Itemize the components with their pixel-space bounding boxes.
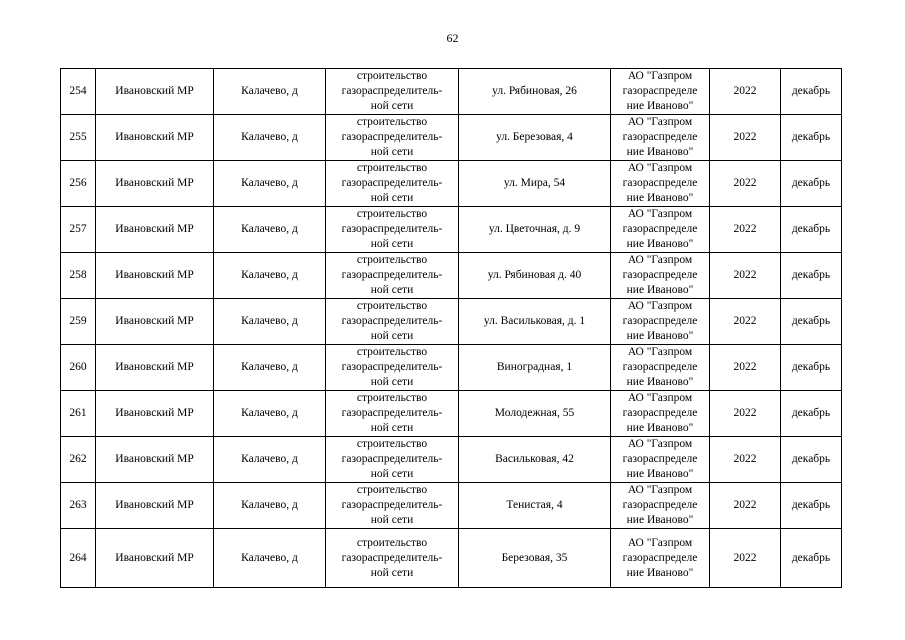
month-cell: декабрь: [781, 483, 842, 529]
work-type-line: ной сети: [370, 422, 414, 434]
work-type-line: строительство: [356, 392, 428, 404]
year-cell: 2022: [710, 253, 781, 299]
organization-line: ние Иваново": [626, 468, 694, 480]
work-type-line: ной сети: [370, 514, 414, 526]
organization-cell: [611, 69, 710, 115]
organization-line: газораспределе: [622, 453, 698, 465]
organization-cell: [611, 161, 710, 207]
organization-cell: [611, 391, 710, 437]
work-type-line: ной сети: [370, 100, 414, 112]
work-type-line: газораспределитель-: [341, 269, 443, 281]
table-row: [61, 483, 842, 529]
organization-line: ние Иваново": [626, 422, 694, 434]
organization-line: АО "Газпром: [627, 536, 693, 549]
organization-line: ние Иваново": [626, 514, 694, 526]
organization-cell: [611, 299, 710, 345]
work-type-line: строительство: [356, 116, 428, 128]
settlement-cell: Калачево, д: [214, 529, 326, 588]
organization-cell: [611, 345, 710, 391]
month-cell: декабрь: [781, 115, 842, 161]
work-type-cell: [326, 161, 459, 207]
address-cell: Виноградная, 1: [459, 345, 611, 391]
table-row: [61, 115, 842, 161]
page-number: 62: [446, 31, 459, 45]
organization-line: АО "Газпром: [627, 70, 693, 82]
address-cell: Васильковая, 42: [459, 437, 611, 483]
row-number-cell: 261: [61, 391, 96, 437]
year-cell: 2022: [710, 437, 781, 483]
organization-line: АО "Газпром: [627, 208, 693, 220]
organization-line: газораспределе: [622, 177, 698, 189]
table-row: [61, 207, 842, 253]
organization-line: ние Иваново": [626, 330, 694, 342]
month-cell: декабрь: [781, 207, 842, 253]
settlement-cell: Калачево, д: [214, 391, 326, 437]
address-cell: ул. Березовая, 4: [459, 115, 611, 161]
organization-line: ние Иваново": [626, 566, 694, 579]
year-cell: 2022: [710, 483, 781, 529]
organization-line: АО "Газпром: [627, 392, 693, 404]
table-row: [61, 253, 842, 299]
organization-line: АО "Газпром: [627, 254, 693, 266]
year-cell: 2022: [710, 299, 781, 345]
organization-cell: [611, 207, 710, 253]
row-number-cell: 256: [61, 161, 96, 207]
row-number-cell: 260: [61, 345, 96, 391]
organization-line: газораспределе: [622, 85, 698, 97]
district-cell: Ивановский МР: [96, 437, 214, 483]
settlement-cell: Калачево, д: [214, 69, 326, 115]
work-type-line: ной сети: [370, 376, 414, 388]
address-cell: Тенистая, 4: [459, 483, 611, 529]
month-cell: декабрь: [781, 253, 842, 299]
work-type-cell: [326, 207, 459, 253]
work-type-line: строительство: [356, 70, 428, 82]
address-cell: Молодежная, 55: [459, 391, 611, 437]
month-cell: декабрь: [781, 161, 842, 207]
work-type-line: ной сети: [370, 146, 414, 158]
work-type-line: ной сети: [370, 566, 414, 579]
district-cell: Ивановский МР: [96, 115, 214, 161]
work-type-cell: [326, 345, 459, 391]
settlement-cell: Калачево, д: [214, 207, 326, 253]
district-cell: Ивановский МР: [96, 345, 214, 391]
table-row: [61, 161, 842, 207]
work-type-line: газораспределитель-: [341, 223, 443, 235]
organization-line: ние Иваново": [626, 100, 694, 112]
work-type-line: газораспределитель-: [341, 85, 443, 97]
work-type-line: газораспределитель-: [341, 131, 443, 143]
organization-cell: [611, 483, 710, 529]
work-type-line: газораспределитель-: [341, 315, 443, 327]
district-cell: Ивановский МР: [96, 391, 214, 437]
work-type-line: строительство: [356, 484, 428, 496]
organization-line: газораспределе: [622, 269, 698, 281]
organization-line: ние Иваново": [626, 192, 694, 204]
organization-line: ние Иваново": [626, 238, 694, 250]
work-type-line: газораспределитель-: [341, 177, 443, 189]
district-cell: Ивановский МР: [96, 207, 214, 253]
address-cell: ул. Васильковая, д. 1: [459, 299, 611, 345]
year-cell: 2022: [710, 207, 781, 253]
district-cell: Ивановский МР: [96, 69, 214, 115]
work-type-line: ной сети: [370, 468, 414, 480]
organization-cell: [611, 253, 710, 299]
work-type-line: строительство: [356, 536, 428, 549]
settlement-cell: Калачево, д: [214, 115, 326, 161]
organization-line: АО "Газпром: [627, 438, 693, 450]
gasification-table: [60, 68, 842, 588]
organization-cell: [611, 115, 710, 161]
district-cell: Ивановский МР: [96, 253, 214, 299]
month-cell: декабрь: [781, 437, 842, 483]
work-type-line: строительство: [356, 208, 428, 220]
work-type-line: строительство: [356, 438, 428, 450]
district-cell: Ивановский МР: [96, 483, 214, 529]
settlement-cell: Калачево, д: [214, 299, 326, 345]
year-cell: 2022: [710, 391, 781, 437]
row-number-cell: 257: [61, 207, 96, 253]
district-cell: Ивановский МР: [96, 161, 214, 207]
work-type-line: ной сети: [370, 192, 414, 204]
work-type-line: ной сети: [370, 284, 414, 296]
organization-line: газораспределе: [622, 361, 698, 373]
organization-line: АО "Газпром: [627, 346, 693, 358]
organization-line: АО "Газпром: [627, 162, 693, 174]
work-type-line: газораспределитель-: [341, 453, 443, 465]
row-number-cell: 262: [61, 437, 96, 483]
work-type-cell: [326, 115, 459, 161]
organization-line: ние Иваново": [626, 376, 694, 388]
address-cell: ул. Рябиновая, 26: [459, 69, 611, 115]
organization-cell: [611, 529, 710, 588]
row-number-cell: 255: [61, 115, 96, 161]
organization-line: газораспределе: [622, 407, 698, 419]
work-type-line: газораспределитель-: [341, 407, 443, 419]
work-type-line: строительство: [356, 162, 428, 174]
row-number-cell: 259: [61, 299, 96, 345]
year-cell: 2022: [710, 161, 781, 207]
year-cell: 2022: [710, 69, 781, 115]
district-cell: Ивановский МР: [96, 299, 214, 345]
row-number-cell: 258: [61, 253, 96, 299]
work-type-line: газораспределитель-: [341, 361, 443, 373]
work-type-line: строительство: [356, 300, 428, 312]
organization-line: газораспределе: [622, 499, 698, 511]
year-cell: 2022: [710, 345, 781, 391]
address-cell: ул. Мира, 54: [459, 161, 611, 207]
month-cell: декабрь: [781, 69, 842, 115]
work-type-cell: [326, 437, 459, 483]
work-type-cell: [326, 299, 459, 345]
address-cell: ул. Рябиновая д. 40: [459, 253, 611, 299]
row-number-cell: 264: [61, 529, 96, 588]
organization-line: АО "Газпром: [627, 116, 693, 128]
year-cell: 2022: [710, 115, 781, 161]
row-number-cell: 263: [61, 483, 96, 529]
work-type-line: ной сети: [370, 238, 414, 250]
settlement-cell: Калачево, д: [214, 437, 326, 483]
table-body: [61, 69, 842, 588]
table-row: [61, 529, 842, 588]
settlement-cell: Калачево, д: [214, 161, 326, 207]
work-type-cell: [326, 69, 459, 115]
district-cell: Ивановский МР: [96, 529, 214, 588]
work-type-cell: [326, 253, 459, 299]
organization-line: ние Иваново": [626, 284, 694, 296]
table-row: [61, 391, 842, 437]
month-cell: декабрь: [781, 529, 842, 588]
settlement-cell: Калачево, д: [214, 345, 326, 391]
row-number-cell: 254: [61, 69, 96, 115]
table-row: [61, 437, 842, 483]
table-row: [61, 69, 842, 115]
work-type-cell: [326, 391, 459, 437]
month-cell: декабрь: [781, 391, 842, 437]
organization-cell: [611, 437, 710, 483]
settlement-cell: Калачево, д: [214, 253, 326, 299]
organization-line: ние Иваново": [626, 146, 694, 158]
work-type-line: газораспределитель-: [341, 551, 443, 564]
work-type-line: строительство: [356, 254, 428, 266]
month-cell: декабрь: [781, 299, 842, 345]
work-type-line: ной сети: [370, 330, 414, 342]
work-type-cell: [326, 529, 459, 588]
organization-line: АО "Газпром: [627, 300, 693, 312]
table-row: [61, 345, 842, 391]
address-cell: Березовая, 35: [459, 529, 611, 588]
table-row: [61, 299, 842, 345]
organization-line: газораспределе: [622, 315, 698, 327]
work-type-line: газораспределитель-: [341, 499, 443, 511]
organization-line: АО "Газпром: [627, 484, 693, 496]
work-type-line: строительство: [356, 346, 428, 358]
organization-line: газораспределе: [622, 223, 698, 235]
month-cell: декабрь: [781, 345, 842, 391]
work-type-cell: [326, 483, 459, 529]
organization-line: газораспределе: [622, 551, 698, 564]
organization-line: газораспределе: [622, 131, 698, 143]
settlement-cell: Калачево, д: [214, 483, 326, 529]
address-cell: ул. Цветочная, д. 9: [459, 207, 611, 253]
year-cell: 2022: [710, 529, 781, 588]
